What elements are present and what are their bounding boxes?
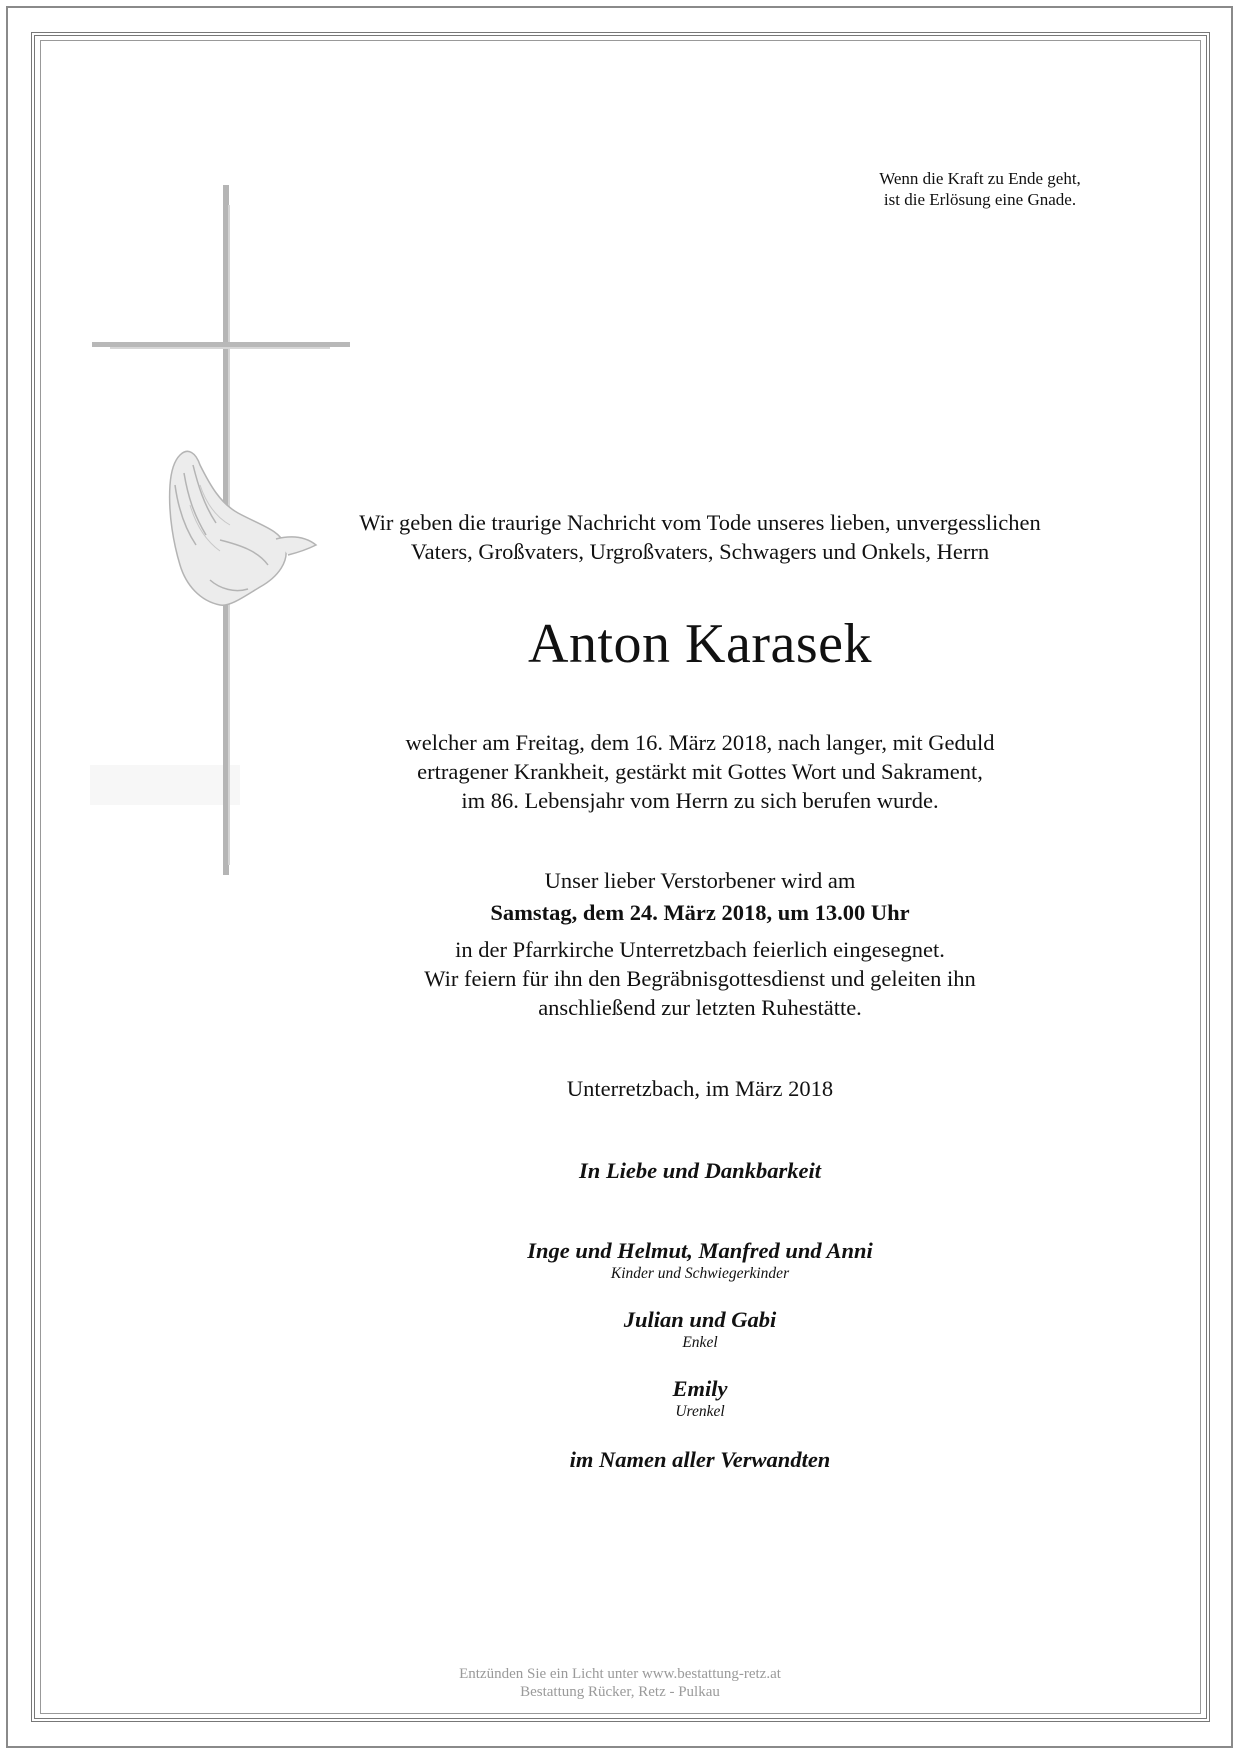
motto-line-1: Wenn die Kraft zu Ende geht, bbox=[879, 169, 1081, 188]
place-date: Unterretzbach, im März 2018 bbox=[566, 1076, 834, 1101]
death-line-2: ertragener Krankheit, gestärkt mit Gottes Wort und Sakrament, bbox=[417, 759, 983, 784]
announcement-intro bbox=[240, 508, 1160, 566]
mourner-group bbox=[240, 1237, 1160, 1283]
funeral-line-2: in der Pfarrkirche Unterretzbach feierlich eingesegnet. bbox=[455, 937, 945, 962]
footer bbox=[320, 1665, 920, 1701]
footer-line-2: Bestattung Rücker, Retz - Pulkau bbox=[520, 1684, 720, 1700]
mourner-relation: Kinder und Schwiegerkinder bbox=[610, 1265, 790, 1282]
death-line-3: im 86. Lebensjahr vom Herrn zu sich berufen wurde. bbox=[461, 788, 939, 813]
closing-phrase: In Liebe und Dankbarkeit bbox=[579, 1158, 821, 1183]
death-notice bbox=[240, 728, 1160, 815]
death-line-1: welcher am Freitag, dem 16. März 2018, nach langer, mit Geduld bbox=[405, 730, 995, 755]
relatives-note: im Namen aller Verwandten bbox=[569, 1447, 831, 1472]
mourner-group bbox=[240, 1306, 1160, 1352]
mourner-relation: Enkel bbox=[682, 1334, 718, 1351]
footer-line-1: Entzünden Sie ein Licht unter www.bestattung-retz.at bbox=[459, 1666, 781, 1682]
funeral-intro: Unser lieber Verstorbener wird am bbox=[544, 868, 856, 893]
mourner-relation: Urenkel bbox=[675, 1403, 725, 1420]
motto bbox=[800, 168, 1160, 210]
intro-line-1: Wir geben die traurige Nachricht vom Tode unseres lieben, unvergesslichen bbox=[359, 510, 1041, 535]
funeral-date: Samstag, dem 24. März 2018, um 13.00 Uhr bbox=[490, 900, 910, 925]
mourner-names: Julian und Gabi bbox=[623, 1307, 777, 1332]
deceased-name: Anton Karasek bbox=[528, 613, 872, 675]
intro-line-2: Vaters, Großvaters, Urgroßvaters, Schwagers und Onkels, Herrn bbox=[410, 539, 990, 564]
mourner-names: Inge und Helmut, Manfred und Anni bbox=[527, 1238, 873, 1263]
funeral-line-4: anschließend zur letzten Ruhestätte. bbox=[538, 995, 862, 1020]
motto-line-2: ist die Erlösung eine Gnade. bbox=[883, 190, 1077, 209]
mourner-group bbox=[240, 1375, 1160, 1421]
mourner-names: Emily bbox=[672, 1376, 728, 1401]
funeral-details bbox=[240, 935, 1160, 1022]
funeral-line-3: Wir feiern für ihn den Begräbnisgottesdienst und geleiten ihn bbox=[424, 966, 976, 991]
